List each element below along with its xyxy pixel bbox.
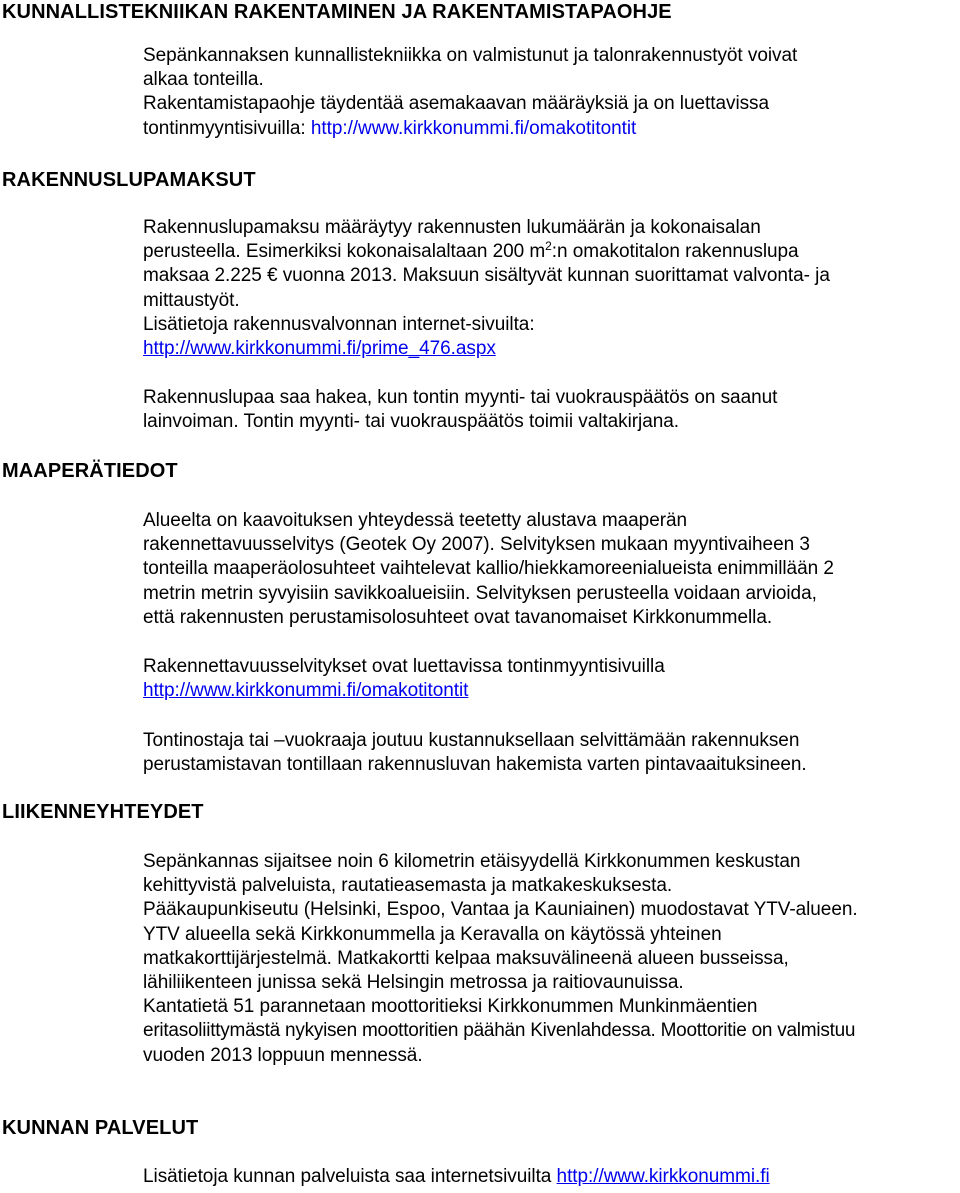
paragraph-line: Kantatietä 51 parannetaan moottoritieksi Kirkkonummen Munkinmäentien [143,996,758,1018]
paragraph-text: :n omakotitalon rakennuslupa [551,241,799,263]
section-body-soil-2 [143,655,958,703]
kirkkonummi-link[interactable]: http://www.kirkkonummi.fi [556,1166,770,1187]
paragraph-line: perustamistavan tontillaan rakennusluvan hakemista varten pintavaaituksineen. [143,754,807,776]
paragraph-line: Tontinostaja tai –vuokraaja joutuu kustannuksellaan selvittämään rakennuksen [143,730,800,751]
paragraph-line: kehittyvistä palveluista, rautatieasemasta ja matkakeskuksesta. [143,875,673,897]
paragraph-line: lainvoiman. Tontin myynti- tai vuokrauspäätös toimii valtakirjana. [143,411,679,433]
paragraph-line: Rakennuslupamaksu määräytyy rakennusten lukumäärän ja kokonaisalan [143,217,761,238]
paragraph-text: Lisätietoja kunnan palveluista saa internetsivuilta [143,1166,557,1187]
section-body-soil [143,509,958,630]
paragraph-line: vuoden 2013 loppuun mennessä. [143,1044,423,1066]
paragraph-line: matkakorttijärjestelmä. Matkakortti kelpaa maksuvälineenä alueen busseissa, [143,947,789,969]
section-body-transport [143,850,958,1068]
paragraph-line: eritasoliittymästä nykyisen moottoritien päähän Kivenlahdessa. Moottoritie on valmistuu [143,1020,856,1042]
paragraph-line: Rakennuslupaa saa hakea, kun tontin myynti- tai vuokrauspäätös on saanut [143,387,778,408]
paragraph-text: perusteella. Esimerkiksi kokonaisalaltaan 200 m [143,241,546,263]
section-heading-fees: RAKENNUSLUPAMAKSUT [2,169,256,191]
paragraph-line: rakennettavuusselvitys (Geotek Oy 2007). Selvityksen mukaan myyntivaiheen 3 [143,534,810,556]
section-body-services [143,1165,958,1189]
paragraph-text: tontinmyyntisivuilla: [143,117,311,139]
paragraph-line: mittaustyöt. [143,289,240,311]
paragraph-line: Sepänkannas sijaitsee noin 6 kilometrin etäisyydellä Kirkkonummen keskustan [143,851,801,872]
rakennusvalvonta-link[interactable]: http://www.kirkkonummi.fi/prime_476.aspx [143,338,496,360]
section-body-fees [143,216,958,361]
paragraph-line: Alueelta on kaavoituksen yhteydessä teetetty alustava maaperän [143,510,688,531]
paragraph-line: maksaa 2.225 € vuonna 2013. Maksuun sisältyvät kunnan suorittamat valvonta- ja [143,265,830,287]
paragraph-line: YTV alueella sekä Kirkkonummella ja Keravalla on käytössä yhteinen [143,923,722,945]
paragraph-line: metrin metrin syvyisiin savikkoalueisiin. Selvityksen perusteella voidaan arvioida, [143,582,817,604]
rakennettavuus-link[interactable]: http://www.kirkkonummi.fi/omakotitontit [143,680,469,702]
section-body-plan [143,44,958,141]
section-heading-soil: MAAPERÄTIEDOT [2,460,178,482]
section-body-soil-3 [143,729,958,777]
paragraph-line: Rakennettavuusselvitykset ovat luettavissa tontinmyyntisivuilla [143,656,665,677]
superscript: 2 [545,239,552,254]
paragraph-line: tonteilla maaperäolosuhteet vaihtelevat kallio/hiekkamoreenialueista enimmillään 2 [143,558,834,580]
omakotitontit-link[interactable]: http://www.kirkkonummi.fi/omakotitontit [310,117,637,139]
paragraph-line [143,1165,958,1189]
paragraph-line [143,117,958,141]
paragraph-line [143,240,958,264]
section-heading-transport: LIIKENNEYHTEYDET [2,801,204,823]
paragraph-line: Lisätietoja rakennusvalvonnan internet-sivuilta: [143,313,535,335]
paragraph-line: alkaa tonteilla. [143,69,264,91]
section-body-fees-2 [143,386,958,434]
paragraph-line [143,337,958,361]
paragraph-line: että rakennusten perustamisolosuhteet ovat tavanomaiset Kirkkonummella. [143,606,773,628]
paragraph-line: lähiliikenteen junissa sekä Helsingin metrossa ja raitiovaunuissa. [143,972,684,994]
paragraph-line: Sepänkannaksen kunnallistekniikka on valmistunut ja talonrakennustyöt voivat [143,45,798,66]
paragraph-line: Pääkaupunkiseutu (Helsinki, Espoo, Vantaa ja Kauniainen) muodostavat YTV-alueen. [143,899,858,921]
section-heading-services: KUNNAN PALVELUT [2,1117,199,1139]
section-heading-plan: KUNNALLISTEKNIIKAN RAKENTAMINEN JA RAKENTAMISTAPAOHJE [2,1,672,23]
paragraph-line [143,679,958,703]
paragraph-line: Rakentamistapaohje täydentää asemakaavan määräyksiä ja on luettavissa [143,93,770,115]
